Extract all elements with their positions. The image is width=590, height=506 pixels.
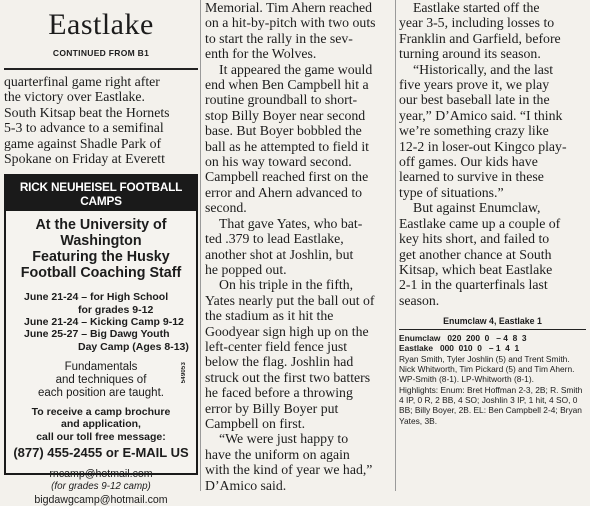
article-line: ted .379 to lead Eastlake,	[205, 231, 344, 247]
article-line: “We were just happy to	[219, 431, 349, 447]
article-line: on a hit-by-pitch with two outs	[205, 15, 376, 31]
article-line: struck out the first two batters	[205, 369, 371, 385]
article-line: he popped out.	[205, 261, 287, 277]
article-line: ball as he attempted to field it	[205, 138, 369, 154]
schedule-line: June 21-24 – Kicking Camp 9-12	[24, 316, 184, 329]
football-camp-ad	[4, 174, 198, 506]
article-line: quarterfinal game right after	[4, 74, 160, 89]
article-line: another shot at Joshlin, but	[205, 246, 354, 262]
article-line: It appeared the game would	[219, 61, 373, 77]
article-line: end when Ben Campbell hit a	[205, 77, 369, 93]
schedule-line: for grades 9-12	[78, 303, 154, 316]
article-line: 2-1 in the quarterfinals last	[399, 277, 548, 293]
ad-title-line: Featuring the Husky	[32, 249, 170, 266]
article-line: South Kitsap beat the Hornets	[4, 104, 170, 120]
article-line: 5-3 to advance to a semifinal	[4, 120, 164, 136]
linescore-detail: Ryan Smith, Tyler Joshlin (5) and Trent Smith.	[399, 353, 570, 364]
article-text-col1	[4, 74, 198, 166]
article-text-col3	[399, 0, 586, 308]
linescore-row: Eastlake 000 010 0 – 1 4 1	[399, 343, 520, 354]
article-line: year,” D’Amico said. “I think	[399, 107, 563, 123]
ad-banner: RICK NEUHEISEL FOOTBALL CAMPS	[6, 176, 196, 211]
column-3	[399, 0, 586, 426]
phone-number: (877) 455-2455 or E-MAIL US	[13, 444, 189, 460]
article-line: off games. Our kids have	[399, 154, 538, 170]
article-line: Kitsap, which beat Eastlake	[399, 261, 553, 277]
article-line: On his triple in the fifth,	[219, 277, 354, 293]
article-line: Goodyear sign high up on the	[205, 323, 369, 339]
brochure-line: call our toll free message:	[36, 430, 166, 443]
linescore	[399, 333, 586, 426]
article-line: error and Ahern advanced to	[205, 184, 363, 200]
article-line: Eastlake came up a couple of	[399, 215, 561, 231]
fundamentals-line: Fundamentals	[64, 360, 138, 373]
article-line: routine groundball to short-	[205, 92, 358, 108]
brochure-line: To receive a camp brochure	[31, 405, 171, 418]
article-line: Eastlake started off the	[413, 0, 540, 15]
article-line: Memorial. Tim Ahern reached	[205, 0, 373, 15]
schedule-line: Day Camp (Ages 8-13)	[78, 340, 189, 353]
brochure-text	[6, 406, 196, 443]
article-line: get another chance at South	[399, 246, 552, 262]
article-line: left-center field fence just	[205, 338, 348, 354]
fundamentals-text	[6, 361, 196, 400]
article-line: enth for the Wolves.	[205, 46, 317, 62]
article-line: the stadium as it hit the	[205, 308, 334, 324]
article-line: error by Billy Boyer put	[205, 400, 339, 416]
email-address: bigdawgcamp@hotmail.com	[34, 493, 168, 506]
section-headline: Eastlake	[48, 8, 154, 41]
linescore-row: Enumclaw 020 200 0 – 4 8 3	[399, 333, 527, 344]
linescore-title: Enumclaw 4, Eastlake 1	[443, 316, 542, 327]
fundamentals-line: and techniques of	[55, 373, 147, 386]
article-line: key hits short, and failed to	[399, 231, 550, 247]
column-1	[4, 0, 198, 506]
brochure-line: and application,	[61, 418, 141, 431]
article-line: “Historically, and the last	[413, 61, 554, 77]
article-line: Yates nearly put the ball out of	[205, 292, 375, 308]
ad-code: 549053	[181, 362, 187, 384]
column-divider	[200, 0, 201, 491]
article-line: the victory over Eastlake.	[4, 89, 145, 105]
article-line: But against Enumclaw,	[413, 200, 541, 216]
ad-title-line: At the University of	[35, 217, 167, 234]
article-line: year 3-5, including losses to	[399, 15, 555, 31]
article-line: D’Amico said.	[205, 477, 287, 493]
article-line: season.	[399, 292, 440, 308]
article-line: have the uniform on again	[205, 446, 350, 462]
continued-from-label: CONTINUED FROM B1	[52, 48, 150, 58]
headline-rule	[4, 68, 198, 70]
ad-title-line: Washington	[60, 233, 142, 250]
article-line: with the kind of year we had,”	[205, 462, 373, 478]
article-line: five years prove it, we play	[399, 77, 550, 93]
email-address: rncamp@hotmail.com	[49, 467, 153, 480]
linescore-rule	[399, 329, 586, 330]
email-note: (for grades 9-12 camp)	[51, 481, 151, 493]
linescore-detail: Highlights: Enum: Bret Hoffman 2-3, 2B; R. Smith 4 IP, 0 R, 2 BB, 4 SO; Joshlin 3 IP, 1 hit, 4 SO, 0 BB; Billy Boyer, 2B. EL: Ben Campbell 2-4; Bryan Yates, 3B.	[399, 384, 583, 426]
article-line: he faced before a throwing	[205, 385, 353, 401]
article-line: on his way toward second.	[205, 154, 352, 170]
article-line: learned to survive in these	[399, 169, 544, 185]
article-line: Campbell reached first on the	[205, 169, 369, 185]
column-2	[205, 0, 392, 493]
article-line: base. But Boyer bobbled the	[205, 123, 362, 139]
schedule-line: June 21-24 – for High School	[24, 291, 169, 304]
article-line: Spokane on Friday at Everett	[4, 151, 165, 167]
camp-schedule	[24, 291, 196, 352]
article-line: game against Shadle Park of	[4, 135, 162, 151]
article-line: second.	[205, 200, 247, 216]
linescore-detail: Nick Whitworth, Tim Pickard (5) and Tim Ahern.	[399, 364, 575, 375]
article-line: Franklin and Garfield, before	[399, 30, 561, 46]
schedule-line: June 25-27 – Big Dawg Youth	[24, 328, 170, 341]
article-line: 12-2 in loser-out Kingco play-	[399, 138, 567, 154]
linescore-detail: WP-Smith (8-1). LP-Whitworth (8-1).	[399, 374, 534, 385]
article-line: Campbell on first.	[205, 415, 306, 431]
article-line: stop Billy Boyer near second	[205, 107, 366, 123]
ad-title-line: Football Coaching Staff	[20, 265, 182, 282]
ad-title	[6, 217, 196, 281]
article-line: turning around its season.	[399, 46, 541, 62]
column-divider	[395, 0, 396, 491]
article-line: That gave Yates, who bat-	[219, 215, 363, 231]
article-line: type of situations.”	[399, 184, 504, 200]
article-line: we’re something crazy like	[399, 123, 549, 139]
fundamentals-line: each position are taught.	[38, 386, 164, 399]
email-contacts	[6, 468, 196, 506]
article-line: below the flag. Joshlin had	[205, 354, 354, 370]
article-text-col2	[205, 0, 392, 493]
article-line: our best baseball late in the	[399, 92, 550, 108]
article-line: to start the rally in the sev-	[205, 30, 353, 46]
